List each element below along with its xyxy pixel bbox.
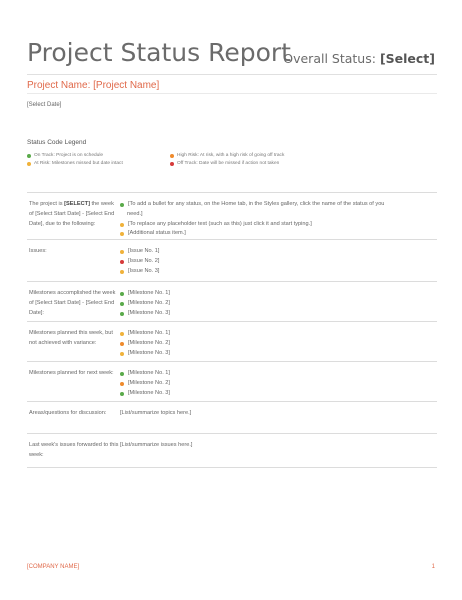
footer-page-number: 1 bbox=[431, 564, 435, 570]
yellow-dot-icon bbox=[120, 270, 124, 274]
legend-high-risk bbox=[170, 153, 284, 158]
milestones-next-week-label: Milestones planned for next week: bbox=[29, 370, 114, 376]
overall-status-select[interactable]: [Select] bbox=[379, 51, 435, 66]
milestone-text: [Milestone No. 2] bbox=[128, 379, 170, 386]
milestone-text: [Milestone No. 3] bbox=[128, 309, 170, 316]
status-row bbox=[27, 192, 437, 240]
legend-on-track-text: On Track: Project is on schedule bbox=[34, 153, 104, 158]
last-week-issues-text[interactable]: [List/summarize issues here.] bbox=[120, 442, 193, 448]
project-name-rule bbox=[27, 93, 437, 94]
status-row-content bbox=[120, 193, 437, 239]
milestone-item[interactable] bbox=[120, 349, 437, 359]
issue-item[interactable] bbox=[120, 257, 437, 267]
milestone-item[interactable] bbox=[120, 339, 437, 349]
status-item-text: [Additional status item.] bbox=[128, 230, 186, 237]
status-item[interactable] bbox=[120, 200, 437, 210]
legend-title: Status Code Legend bbox=[27, 139, 87, 146]
milestone-item[interactable] bbox=[120, 289, 437, 299]
yellow-dot-icon bbox=[120, 250, 124, 254]
green-dot-icon bbox=[120, 302, 124, 306]
status-select[interactable]: [SELECT] bbox=[64, 201, 90, 207]
green-dot-icon bbox=[120, 392, 124, 396]
last-week-issues-row bbox=[27, 434, 437, 468]
legend-off-track bbox=[170, 161, 279, 166]
orange-dot-icon bbox=[120, 382, 124, 386]
legend-off-track-text: Off Track: Date will be missed if action not taken bbox=[177, 161, 280, 166]
milestone-text: [Milestone No. 1] bbox=[128, 370, 170, 376]
milestone-item[interactable] bbox=[120, 379, 437, 389]
issue-text: [Issue No. 3] bbox=[128, 267, 160, 274]
milestone-text: [Milestone No. 3] bbox=[128, 349, 170, 356]
discussion-label: Areas/questions for discussion: bbox=[29, 410, 107, 416]
milestone-item[interactable] bbox=[120, 309, 437, 319]
status-table bbox=[27, 192, 437, 468]
milestones-not-achieved-content bbox=[120, 322, 437, 361]
legend-on-track bbox=[27, 153, 103, 158]
green-dot-icon bbox=[27, 154, 31, 158]
milestone-item[interactable] bbox=[120, 329, 437, 339]
header-rule bbox=[27, 74, 437, 75]
orange-dot-icon bbox=[120, 342, 124, 346]
issue-item[interactable] bbox=[120, 267, 437, 277]
status-item[interactable] bbox=[120, 220, 437, 230]
legend-at-risk-text: At Risk: Milestones missed but date intact bbox=[34, 161, 123, 166]
status-label-post: the week of [Select Start Date] - [Select End Date], due to the following: bbox=[29, 201, 115, 227]
issues-label: Issues: bbox=[29, 248, 47, 254]
milestone-text: [Milestone No. 1] bbox=[128, 290, 170, 296]
overall-status bbox=[283, 51, 435, 66]
issue-text: [Issue No. 1] bbox=[128, 248, 160, 254]
milestone-text: [Milestone No. 2] bbox=[128, 299, 170, 306]
milestone-item[interactable] bbox=[120, 369, 437, 379]
status-row-label bbox=[27, 193, 120, 239]
report-title: Project Status Report bbox=[27, 38, 291, 67]
status-item-continued[interactable] bbox=[120, 210, 437, 220]
milestones-accomplished-content bbox=[120, 282, 437, 321]
yellow-dot-icon bbox=[120, 232, 124, 236]
green-dot-icon bbox=[120, 203, 124, 207]
status-label-pre: The project is bbox=[29, 201, 65, 207]
overall-status-label: Overall Status: bbox=[283, 51, 376, 66]
select-date-field[interactable]: [Select Date] bbox=[27, 102, 62, 108]
milestone-text: [Milestone No. 2] bbox=[128, 339, 170, 346]
issues-content bbox=[120, 240, 437, 281]
milestones-not-achieved-label: Milestones planned this week, but not achieved with variance: bbox=[29, 330, 113, 346]
milestone-item[interactable] bbox=[120, 299, 437, 309]
green-dot-icon bbox=[120, 312, 124, 316]
milestone-item[interactable] bbox=[120, 389, 437, 399]
green-dot-icon bbox=[120, 372, 124, 376]
red-dot-icon bbox=[120, 260, 124, 264]
green-dot-icon bbox=[120, 292, 124, 296]
milestones-next-week-row bbox=[27, 362, 437, 402]
red-dot-icon bbox=[170, 162, 174, 166]
legend-high-risk-text: High Risk: At risk, with a high risk of going off track bbox=[177, 153, 285, 158]
status-item-text: [To replace any placeholder text (such as this) just click it and start typing.] bbox=[128, 220, 312, 227]
issue-item[interactable] bbox=[120, 247, 437, 257]
issue-text: [Issue No. 2] bbox=[128, 257, 160, 264]
milestones-next-week-content bbox=[120, 362, 437, 401]
status-item[interactable] bbox=[120, 229, 437, 239]
status-item-text: [To add a bullet for any status, on the Home tab, in the Styles gallery, click the name of the status of you bbox=[128, 201, 385, 207]
milestone-text: [Milestone No. 3] bbox=[128, 389, 170, 396]
legend-at-risk bbox=[27, 161, 123, 166]
last-week-issues-label: Last week's issues forwarded to this week: bbox=[29, 442, 119, 458]
issues-row bbox=[27, 240, 437, 282]
milestones-not-achieved-row bbox=[27, 322, 437, 362]
discussion-text[interactable]: [List/summarize topics here.] bbox=[120, 410, 192, 416]
milestones-accomplished-row bbox=[27, 282, 437, 322]
discussion-row bbox=[27, 402, 437, 434]
status-item-text: need.] bbox=[127, 210, 143, 217]
yellow-dot-icon bbox=[120, 352, 124, 356]
project-name[interactable]: Project Name: [Project Name] bbox=[27, 80, 160, 91]
yellow-dot-icon bbox=[120, 223, 124, 227]
footer-company-name[interactable]: [COMPANY NAME] bbox=[27, 564, 80, 570]
orange-dot-icon bbox=[170, 154, 174, 158]
milestones-accomplished-label: Milestones accomplished the week of [Select Start Date] - [Select End Date]: bbox=[29, 290, 116, 316]
yellow-dot-icon bbox=[27, 162, 31, 166]
yellow-dot-icon bbox=[120, 332, 124, 336]
milestone-text: [Milestone No. 1] bbox=[128, 330, 170, 336]
